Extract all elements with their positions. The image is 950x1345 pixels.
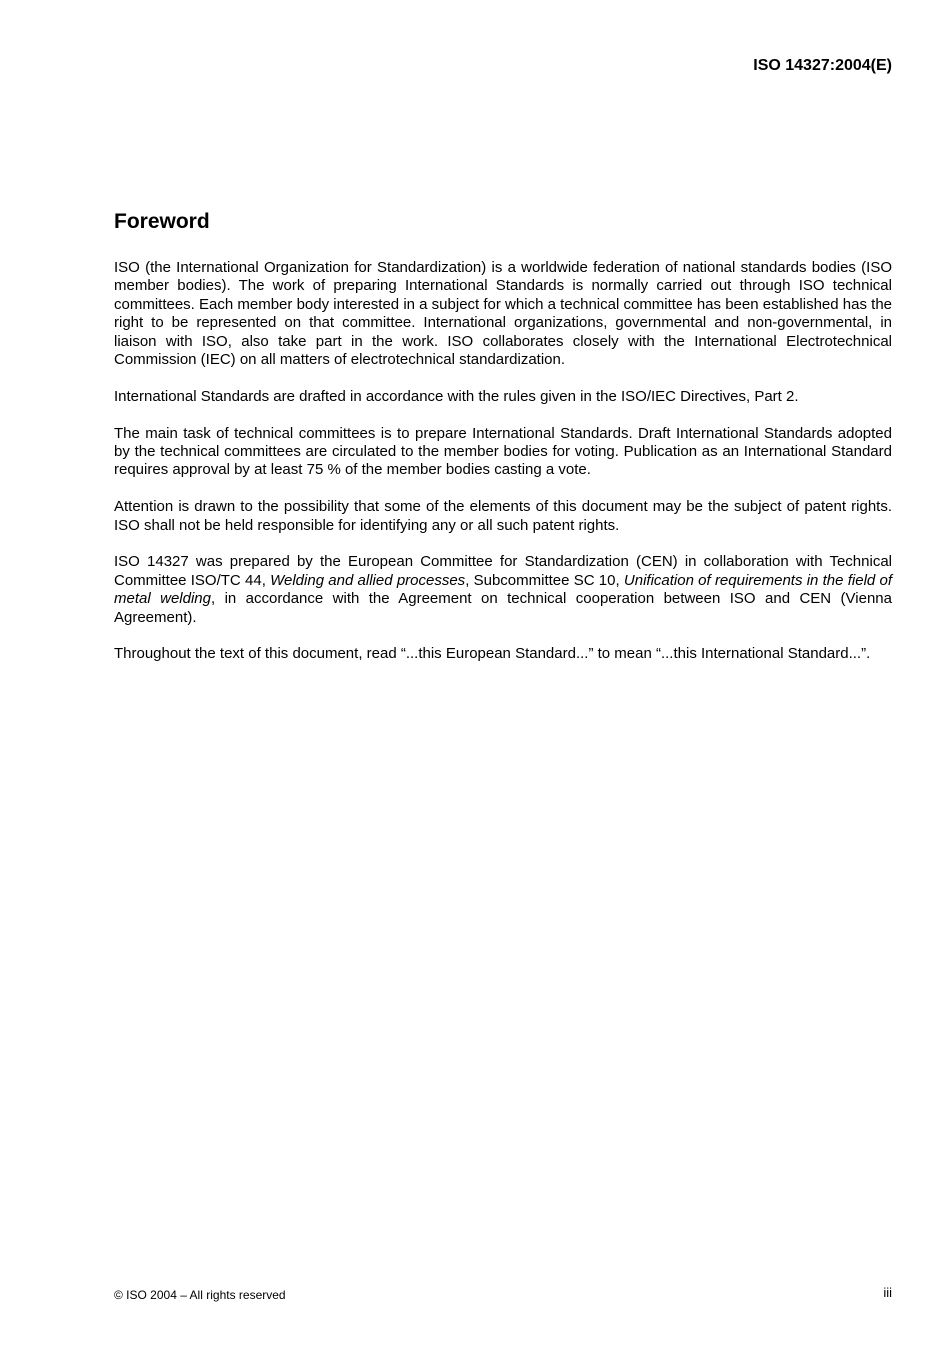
subcommittee-title: Unification of requirements in the field of metal welding	[114, 571, 893, 608]
preparation-text-3: , in accordance with the Agreement on technical cooperation between ISO and CEN (Vienna Agreement).	[114, 590, 892, 626]
paragraph-drafting-rules: International Standards are drafted in accordance with the rules given in the ISO/IEC Directives, Part 2.	[114, 387, 799, 405]
preparation-text-2: , Subcommittee SC 10,	[465, 571, 624, 589]
page-footer	[114, 1287, 892, 1305]
copyright-notice: © ISO 2004 – All rights reserved	[114, 1288, 286, 1302]
page-number: iii	[883, 1285, 892, 1300]
foreword-body	[114, 259, 892, 682]
committee-title: Welding and allied processes	[270, 571, 466, 589]
paragraph-patent-rights: Attention is drawn to the possibility that some of the elements of this document may be the subject of patent rights. ISO shall not be held responsible for identifying any or all such patent rights.	[114, 498, 892, 534]
paragraph-committee-task: The main task of technical committees is to prepare International Standards. Draft International Standards adopted by the technical committees are circulated to the member bodies for voting. Publication as an International Standard requires approval by at least 75 % of the member bodies casting a vote.	[114, 424, 892, 479]
paragraph-iso-federation: ISO (the International Organization for Standardization) is a worldwide federation of national standards bodies (ISO member bodies). The work of preparing International Standards is normally carried out through ISO technical committees. Each member body interested in a subject for which a technical committee has been established has the right to be represented on that committee. International organizations, governmental and non-governmental, in liaison with ISO, also take part in the work. ISO collaborates closely with the International Electrotechnical Commission (IEC) on all matters of electrotechnical standardization.	[114, 259, 892, 369]
foreword-heading: Foreword	[114, 210, 210, 233]
paragraph-preparation	[114, 553, 892, 627]
document-id-header: ISO 14327:2004(E)	[753, 57, 892, 74]
paragraph-reading-note: Throughout the text of this document, read “...this European Standard...” to mean “...this International Standard...”.	[114, 645, 871, 663]
preparation-text-1: ISO 14327 was prepared by the European Committee for Standardization (CEN) in collaboration with Technical Committee ISO/TC 44,	[114, 553, 892, 589]
